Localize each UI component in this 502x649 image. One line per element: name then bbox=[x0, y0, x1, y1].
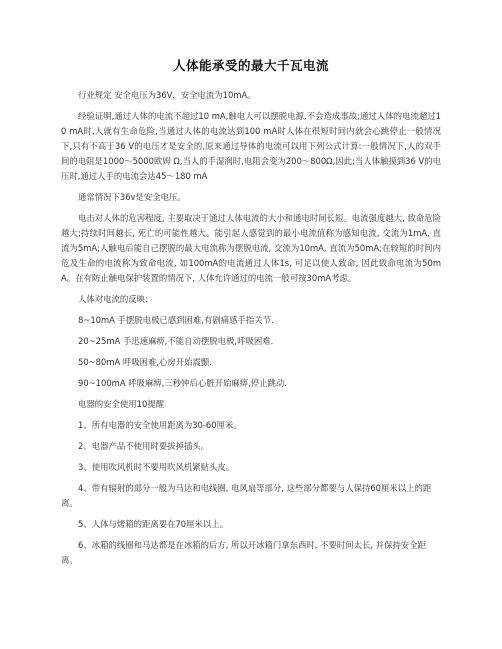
document-title: 人体能承受的最大千瓦电流 bbox=[172, 58, 329, 73]
reaction-item: 20~25mA 手迅速麻痹,不能自动摆脱电极,呼吸困难. bbox=[78, 336, 274, 346]
reaction-item: 8~10mA 手摆脱电极已感到困难,有剧痛感手指关节. bbox=[78, 315, 274, 325]
reaction-item: 90~100mA 呼吸麻痹,三秒钟后心脏开始麻痹,停止跳动. bbox=[78, 378, 287, 388]
tips-heading: 电器的安全使用10提醒 bbox=[78, 399, 165, 409]
tip-item: 1、所有电器的安全使用距离为30-60厘米。 bbox=[78, 420, 242, 430]
tip-item: 5、人体与烤箱的距离要在70厘米以上。 bbox=[78, 519, 228, 529]
paragraph-safe-voltage: 通常情况下36v是安全电压。 bbox=[78, 192, 186, 202]
paragraph-shock-harm: 电击对人体的危害程度, 主要取决于通过人体电流的大小和通电时间长短。电流强度越大, 致命危险越大;持续时间越长, 死亡的可能性越大。能引起人感觉到的最小电流值称为感知电流, 交流为1mA, 直流为5mA;人触电后能自己摆脱的最大电流称为摆脱电流, 交流为10mA, 直流为50mA;在较短的时间内危及生命的电流称为致命电流, 如100mA的电流通过人体1s, 可足以使人致命, 因此致命电流为50mA。在有防止触电保护装置的情况下, 人体允许通过的电流一般可按30mA考虑。 bbox=[61, 213, 441, 283]
reaction-item: 50~80mA 呼吸困难,心房开始震颤. bbox=[78, 357, 212, 367]
tip-item: 4、带有辐射的部分一般为马达和电线圈, 电风扇等部分, 这些部分都要与人保持60厘米以上的距离。 bbox=[61, 483, 432, 508]
paragraph-experience: 经验证明,通过人体的电流不超过10 mA,触电人可以摆脱电源,不会造成事故;通过人体的电流超过10 mA时,人就有生命危险,当通过人体的电流达到100 mA时人体在很短时间内就会心跳停止一般情况下,只有不高于36 V的电压才是安全的,原来通过导体的电流可以用下列公式计算:一般情况下,人的双手间的电阻是1000～5000欧姆 Ω,当人的手湿润时,电阻会变为200～800Ω,因此;当人体触摸到36 V的电压时,通过人手的电流会达45～180 mA bbox=[61, 111, 441, 181]
tip-item: 3、使用吹风机时不要用吹风机紧贴头皮。 bbox=[78, 462, 235, 472]
tip-item: 6、冰箱的线圈和马达都是在冰箱的后方, 所以开冰箱门拿东西时, 不要时间太长, 并保持安全距离。 bbox=[61, 540, 426, 565]
tip-item: 2、电器产品不使用时要拔掉插头。 bbox=[78, 441, 209, 451]
paragraph-reaction-heading: 人体对电流的反映: bbox=[78, 294, 148, 304]
paragraph-regulation: 行业规定 安全电压为36V，安全电流为10mA。 bbox=[78, 90, 256, 100]
